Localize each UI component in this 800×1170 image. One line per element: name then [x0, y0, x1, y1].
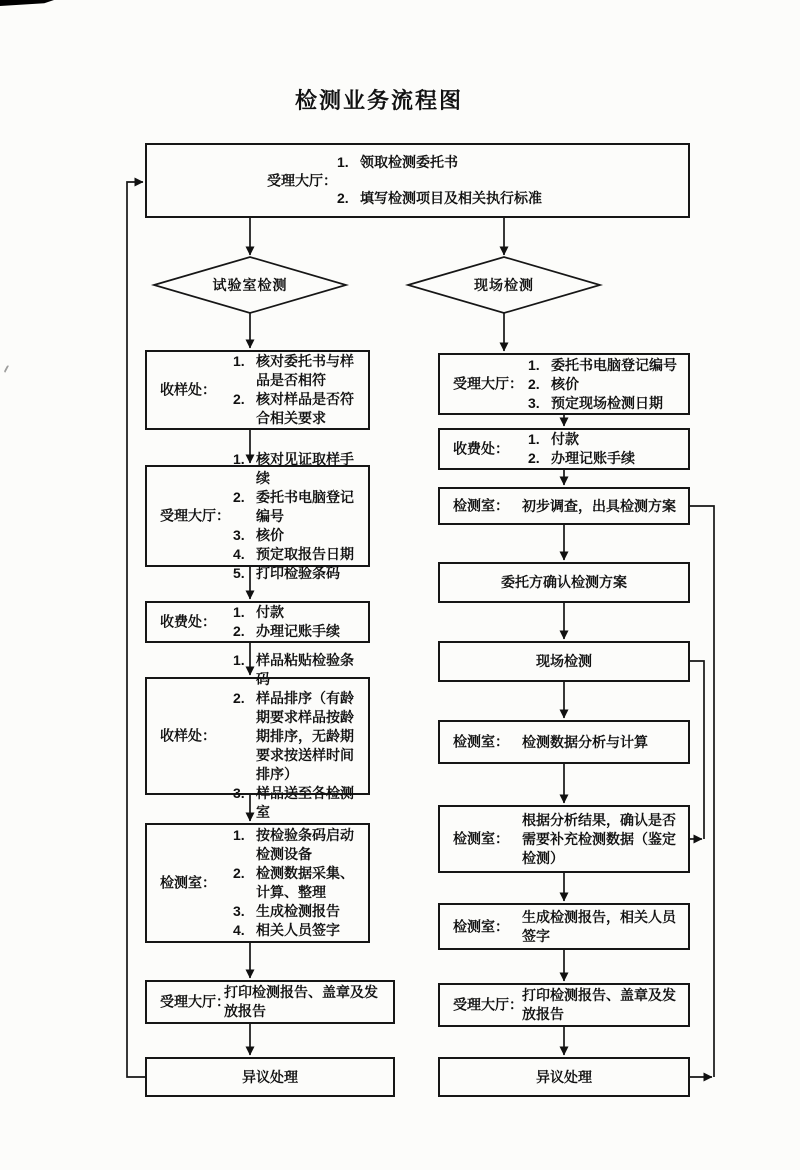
item-text: 委托书电脑登记编号 [256, 488, 354, 524]
box-label: 收样处： [160, 727, 216, 744]
box-item-list [233, 450, 364, 583]
list-item [233, 450, 364, 488]
item-text: 核价 [256, 526, 284, 543]
box-top-reception-hall [145, 143, 690, 218]
box-left-print-report [145, 980, 395, 1024]
list-item [233, 526, 364, 545]
item-text: 核价 [551, 375, 579, 392]
item-number: 2. [233, 488, 245, 505]
box-left-sample-sorting [145, 651, 370, 820]
list-item [233, 921, 366, 940]
box-label: 受理大厅： [160, 993, 230, 1010]
box-label: 检测室： [453, 918, 509, 934]
feedback-left-loop [127, 182, 145, 1077]
list-item [233, 390, 364, 428]
box-left-sample-check [145, 350, 370, 430]
box-item-list [233, 352, 364, 428]
item-text: 样品排序（有龄期要求样品按龄期排序，无龄期要求按送样时间排序） [256, 689, 354, 782]
list-item [233, 488, 364, 526]
box-left-dispute-handling [145, 1057, 395, 1097]
item-text: 样品送至各检测室 [256, 784, 354, 820]
item-text: 检测数据采集、计算、整理 [256, 865, 354, 900]
box-text: 异议处理 [536, 1068, 592, 1085]
box-right-supplementary-check [438, 805, 690, 873]
list-item [233, 864, 366, 902]
list-item [233, 622, 364, 641]
box-right-dispute-handling [438, 1057, 690, 1097]
item-number: 2. [528, 375, 540, 392]
item-number: 1. [528, 431, 540, 447]
feedback-right-inner-line [690, 661, 704, 839]
item-number: 2. [337, 190, 349, 206]
box-text: 打印检测报告、盖章及发放报告 [224, 984, 378, 1019]
list-item [233, 689, 366, 784]
item-text: 核对委托书与样品是否相符 [256, 353, 354, 388]
item-number: 3. [233, 526, 245, 543]
box-left-reception-register [145, 450, 370, 581]
box-right-cashier [438, 428, 690, 470]
list-item [233, 902, 366, 921]
item-number: 2. [233, 689, 245, 706]
box-label: 收费处： [453, 440, 509, 457]
box-label: 受理大厅： [160, 507, 230, 524]
item-text: 相关人员签字 [256, 922, 340, 938]
item-number: 4. [233, 545, 245, 562]
list-item [233, 564, 364, 583]
item-text: 付款 [256, 604, 284, 620]
box-right-print-report [438, 983, 690, 1027]
item-text: 付款 [551, 431, 579, 447]
list-item [337, 189, 667, 208]
item-number: 2. [528, 450, 540, 466]
item-number: 1. [233, 604, 245, 620]
item-number: 1. [233, 827, 245, 843]
item-text: 核对样品是否符合相关要求 [256, 391, 354, 426]
box-label: 检测室： [160, 874, 216, 891]
list-item [233, 784, 366, 822]
item-text: 样品粘贴检验条码 [256, 651, 354, 687]
box-right-preliminary-survey [438, 487, 690, 525]
item-text: 生成检测报告 [256, 903, 340, 919]
item-number: 1. [233, 450, 245, 467]
box-label: 受理大厅： [453, 375, 523, 392]
box-item-list [233, 603, 364, 641]
box-item-list [528, 430, 686, 468]
box-text: 检测数据分析与计算 [522, 733, 648, 750]
box-label: 检测室： [453, 733, 509, 750]
item-number: 5. [233, 564, 245, 581]
box-text: 初步调查，出具检测方案 [522, 497, 676, 514]
list-item [528, 394, 686, 413]
list-item [233, 651, 366, 689]
item-number: 3. [233, 784, 245, 801]
item-number: 2. [233, 865, 245, 881]
box-right-reception-register [438, 353, 690, 415]
site-branch-diamond-label: 现场检测 [474, 277, 534, 293]
item-text: 办理记账手续 [256, 623, 340, 639]
box-text: 生成检测报告，相关人员签字 [522, 908, 676, 944]
item-number: 1. [528, 356, 540, 373]
box-right-client-confirm-plan [438, 562, 690, 603]
box-left-cashier [145, 601, 370, 643]
list-item [528, 430, 686, 449]
list-item [528, 356, 686, 375]
item-text: 预定取报告日期 [256, 545, 354, 562]
page-title: 检测业务流程图 [294, 88, 464, 113]
box-right-onsite-testing [438, 641, 690, 682]
item-number: 2. [233, 391, 245, 407]
item-text: 委托书电脑登记编号 [551, 356, 677, 373]
box-label: 受理大厅： [453, 996, 523, 1013]
item-text: 核对见证取样手续 [256, 450, 354, 486]
list-item [233, 545, 364, 564]
box-right-data-analysis [438, 720, 690, 764]
box-label: 收费处： [160, 613, 216, 630]
item-number: 1. [233, 353, 245, 369]
box-text: 根据分析结果，确认是否需要补充检测数据（鉴定检测） [522, 811, 676, 866]
item-number: 4. [233, 922, 245, 938]
item-number: 2. [233, 623, 245, 639]
item-text: 办理记账手续 [551, 450, 635, 466]
item-number: 1. [233, 651, 245, 668]
box-item-list [528, 356, 686, 413]
item-number: 1. [337, 154, 349, 170]
feedback-right-outer-line [690, 506, 714, 1077]
box-item-list [233, 651, 366, 822]
list-item [233, 603, 364, 622]
box-text: 异议处理 [242, 1068, 298, 1085]
box-label: 检测室： [453, 497, 509, 514]
box-text: 现场检测 [536, 653, 592, 669]
box-item-list [233, 826, 366, 940]
box-right-generate-report [438, 903, 690, 950]
item-text: 按检验条码启动检测设备 [256, 827, 354, 862]
box-label: 收样处： [160, 381, 216, 398]
item-text: 领取检测委托书 [360, 154, 458, 170]
list-item [337, 153, 667, 172]
box-label: 受理大厅： [267, 172, 337, 188]
box-text: 打印检测报告、盖章及发放报告 [522, 987, 676, 1022]
list-item [528, 449, 686, 468]
item-text: 预定现场检测日期 [551, 394, 663, 411]
item-number: 3. [528, 394, 540, 411]
box-label: 检测室： [453, 830, 509, 847]
box-text: 委托方确认检测方案 [501, 574, 627, 590]
item-text: 填写检测项目及相关执行标准 [360, 190, 542, 206]
list-item [233, 352, 364, 390]
item-text: 打印检验条码 [256, 564, 340, 581]
list-item [233, 826, 366, 864]
lab-branch-diamond-label: 试验室检测 [212, 277, 288, 293]
box-left-testing-room [145, 823, 370, 943]
list-item [528, 375, 686, 394]
item-number: 3. [233, 903, 245, 919]
box-item-list [337, 153, 667, 208]
